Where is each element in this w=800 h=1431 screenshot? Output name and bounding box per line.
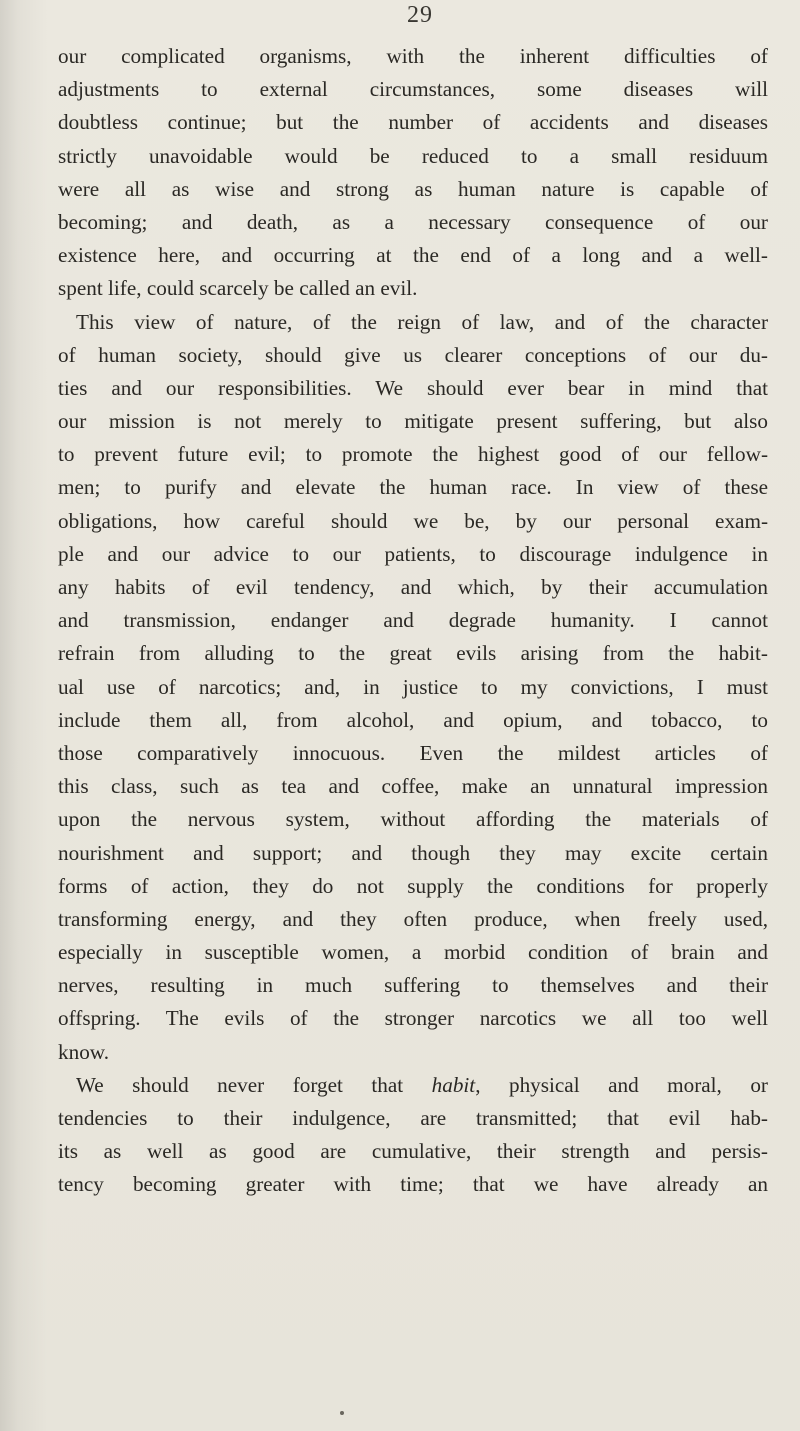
- text-line: tency becoming greater with time; that we have already an: [58, 1172, 768, 1197]
- text-line: forms of action, they do not supply the conditions for properly: [58, 873, 768, 898]
- text-line: its as well as good are cumulative, their strength and persis-: [58, 1139, 768, 1164]
- text-line: tendencies to their indulgence, are transmitted; that evil hab-: [58, 1106, 768, 1130]
- text-line: our complicated organisms, with the inherent difficulties of: [58, 44, 768, 68]
- text-line: those comparatively innocuous. Even the mildest articles of: [58, 740, 768, 765]
- paragraph-2: [58, 306, 768, 1069]
- page-number: 29: [407, 2, 433, 28]
- text-line: nourishment and support; and though they may excite certain: [58, 840, 768, 865]
- body-text: [58, 40, 768, 1202]
- text-line: strictly unavoidable would be reduced to a small residuum: [58, 143, 768, 168]
- text-line: include them all, from alcohol, and opium, and tobacco, to: [58, 707, 768, 732]
- paragraph-3: [58, 1069, 768, 1202]
- text-line: transforming energy, and they often produce, when freely used,: [58, 906, 768, 931]
- text-line: This view of nature, of the reign of law, and of the character: [76, 309, 768, 334]
- text-line: were all as wise and strong as human nature is capable of: [58, 176, 768, 201]
- text-line: men; to purify and elevate the human race. In view of these: [58, 475, 768, 500]
- text-line: to prevent future evil; to promote the highest good of our fellow-: [58, 442, 768, 467]
- text-line: of human society, should give us clearer conceptions of our du-: [58, 342, 768, 367]
- text-line: existence here, and occurring at the end of a long and a well-: [58, 243, 768, 268]
- text-line: [58, 1069, 768, 1102]
- text-line: spent life, could scarcely be called an evil.: [58, 276, 418, 301]
- text-line: doubtless continue; but the number of accidents and diseases: [58, 110, 768, 135]
- text-line: especially in susceptible women, a morbid condition of brain and: [58, 940, 768, 965]
- paragraph-1: [58, 40, 768, 306]
- print-speck: [340, 1411, 344, 1415]
- text-line: ple and our advice to our patients, to discourage indulgence in: [58, 541, 768, 566]
- text-run: We should never forget that: [76, 1072, 432, 1097]
- text-line: upon the nervous system, without affording the materials of: [58, 807, 768, 832]
- text-line: know.: [58, 1039, 110, 1064]
- text-line: refrain from alluding to the great evils arising from the habit-: [58, 641, 768, 666]
- text-line: ual use of narcotics; and, in justice to my convictions, I must: [58, 674, 768, 699]
- text-line: this class, such as tea and coffee, make an unnatural impression: [58, 774, 768, 799]
- text-line: offspring. The evils of the stronger narcotics we all too well: [58, 1006, 768, 1031]
- text-line: and transmission, endanger and degrade humanity. I cannot: [58, 608, 768, 633]
- text-line: obligations, how careful should we be, by our personal exam-: [58, 508, 768, 533]
- text-line: our mission is not merely to mitigate present suffering, but also: [58, 409, 768, 434]
- text-line: ties and our responsibilities. We should ever bear in mind that: [58, 375, 768, 400]
- text-run: , physical and moral, or: [475, 1072, 768, 1097]
- text-line: nerves, resulting in much suffering to themselves and their: [58, 973, 768, 998]
- italic-emphasis: habit: [431, 1072, 476, 1097]
- text-line: becoming; and death, as a necessary consequence of our: [58, 209, 768, 234]
- text-line: adjustments to external circumstances, some diseases will: [58, 77, 768, 102]
- text-line: any habits of evil tendency, and which, by their accumulation: [58, 575, 768, 599]
